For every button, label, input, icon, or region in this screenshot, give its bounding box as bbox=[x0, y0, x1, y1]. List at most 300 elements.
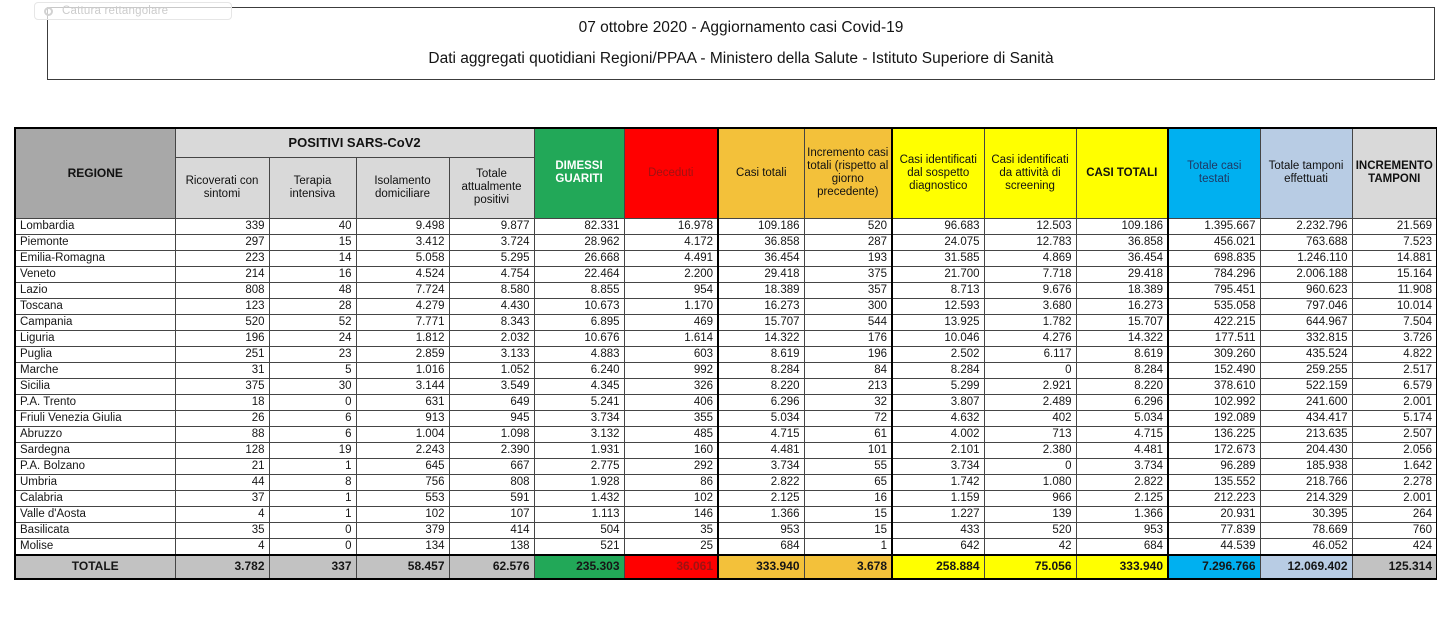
cell-casi-sospetto-diagnostico: 24.075 bbox=[892, 234, 984, 250]
cell-incremento-tamponi: 2.507 bbox=[1352, 426, 1437, 442]
total-ricoverati-con-sintomi: 3.782 bbox=[175, 555, 269, 579]
cell-incremento-tamponi: 11.908 bbox=[1352, 282, 1437, 298]
total-terapia-intensiva: 337 bbox=[269, 555, 356, 579]
table-row bbox=[15, 314, 1437, 330]
region-name: P.A. Trento bbox=[15, 394, 175, 410]
cell-ricoverati-con-sintomi: 44 bbox=[175, 474, 269, 490]
cell-incremento-casi-totali: 101 bbox=[804, 442, 892, 458]
cell-totale-tamponi: 46.052 bbox=[1260, 538, 1352, 555]
table-row bbox=[15, 346, 1437, 362]
cell-casi-totali: 109.186 bbox=[718, 218, 804, 234]
cell-incremento-tamponi: 2.517 bbox=[1352, 362, 1437, 378]
cell-totale-casi-testati: 456.021 bbox=[1168, 234, 1260, 250]
cell-incremento-casi-totali: 375 bbox=[804, 266, 892, 282]
cell-ricoverati-con-sintomi: 31 bbox=[175, 362, 269, 378]
cell-terapia-intensiva: 24 bbox=[269, 330, 356, 346]
cell-totale-casi-testati: 795.451 bbox=[1168, 282, 1260, 298]
cell-ricoverati-con-sintomi: 123 bbox=[175, 298, 269, 314]
cell-terapia-intensiva: 19 bbox=[269, 442, 356, 458]
total-dimessi-guariti: 235.303 bbox=[534, 555, 624, 579]
cell-casi-totali-2: 2.822 bbox=[1076, 474, 1168, 490]
cell-ricoverati-con-sintomi: 223 bbox=[175, 250, 269, 266]
cell-isolamento-domiciliare: 7.771 bbox=[356, 314, 449, 330]
column-header-dimessi-guariti: DIMESSI GUARITI bbox=[534, 128, 624, 218]
cell-totale-casi-testati: 192.089 bbox=[1168, 410, 1260, 426]
cell-ricoverati-con-sintomi: 214 bbox=[175, 266, 269, 282]
cell-totale-attualmente-positivi: 667 bbox=[449, 458, 534, 474]
column-header-regione: REGIONE bbox=[15, 128, 175, 218]
cell-incremento-tamponi: 2.001 bbox=[1352, 490, 1437, 506]
total-casi-totali: 333.940 bbox=[718, 555, 804, 579]
cell-terapia-intensiva: 1 bbox=[269, 490, 356, 506]
cell-totale-attualmente-positivi: 5.295 bbox=[449, 250, 534, 266]
cell-incremento-tamponi: 1.642 bbox=[1352, 458, 1437, 474]
cell-totale-casi-testati: 177.511 bbox=[1168, 330, 1260, 346]
cell-totale-tamponi: 214.329 bbox=[1260, 490, 1352, 506]
table-row bbox=[15, 378, 1437, 394]
cell-casi-sospetto-diagnostico: 96.683 bbox=[892, 218, 984, 234]
cell-totale-casi-testati: 309.260 bbox=[1168, 346, 1260, 362]
cell-incremento-tamponi: 7.504 bbox=[1352, 314, 1437, 330]
cell-terapia-intensiva: 15 bbox=[269, 234, 356, 250]
cell-totale-tamponi: 218.766 bbox=[1260, 474, 1352, 490]
cell-totale-tamponi: 644.967 bbox=[1260, 314, 1352, 330]
cell-casi-totali: 953 bbox=[718, 522, 804, 538]
cell-totale-attualmente-positivi: 107 bbox=[449, 506, 534, 522]
cell-totale-casi-testati: 698.835 bbox=[1168, 250, 1260, 266]
cell-dimessi-guariti: 1.432 bbox=[534, 490, 624, 506]
cell-casi-totali-2: 15.707 bbox=[1076, 314, 1168, 330]
cell-incremento-tamponi: 14.881 bbox=[1352, 250, 1437, 266]
region-name: Lazio bbox=[15, 282, 175, 298]
cell-casi-totali: 6.296 bbox=[718, 394, 804, 410]
cell-incremento-casi-totali: 213 bbox=[804, 378, 892, 394]
cell-casi-totali: 8.284 bbox=[718, 362, 804, 378]
cell-deceduti: 326 bbox=[624, 378, 718, 394]
cell-dimessi-guariti: 1.928 bbox=[534, 474, 624, 490]
cell-casi-sospetto-diagnostico: 642 bbox=[892, 538, 984, 555]
cell-casi-sospetto-diagnostico: 5.299 bbox=[892, 378, 984, 394]
capture-icon bbox=[44, 7, 53, 16]
table-row bbox=[15, 234, 1437, 250]
cell-dimessi-guariti: 2.775 bbox=[534, 458, 624, 474]
cell-casi-screening: 42 bbox=[984, 538, 1076, 555]
cell-ricoverati-con-sintomi: 18 bbox=[175, 394, 269, 410]
cell-isolamento-domiciliare: 756 bbox=[356, 474, 449, 490]
cell-casi-screening: 12.783 bbox=[984, 234, 1076, 250]
table-row bbox=[15, 362, 1437, 378]
cell-casi-screening: 6.117 bbox=[984, 346, 1076, 362]
cell-casi-screening: 2.921 bbox=[984, 378, 1076, 394]
cell-totale-attualmente-positivi: 2.390 bbox=[449, 442, 534, 458]
cell-casi-totali: 2.125 bbox=[718, 490, 804, 506]
cell-isolamento-domiciliare: 1.004 bbox=[356, 426, 449, 442]
cell-ricoverati-con-sintomi: 297 bbox=[175, 234, 269, 250]
page-title: 07 ottobre 2020 - Aggiornamento casi Covid-19 bbox=[578, 19, 904, 36]
cell-totale-tamponi: 522.159 bbox=[1260, 378, 1352, 394]
cell-incremento-casi-totali: 15 bbox=[804, 506, 892, 522]
cell-deceduti: 992 bbox=[624, 362, 718, 378]
cell-deceduti: 469 bbox=[624, 314, 718, 330]
cell-terapia-intensiva: 52 bbox=[269, 314, 356, 330]
cell-deceduti: 35 bbox=[624, 522, 718, 538]
cell-casi-totali-2: 36.858 bbox=[1076, 234, 1168, 250]
cell-casi-totali: 3.734 bbox=[718, 458, 804, 474]
cell-totale-tamponi: 185.938 bbox=[1260, 458, 1352, 474]
total-casi-totali-2: 333.940 bbox=[1076, 555, 1168, 579]
cell-incremento-casi-totali: 287 bbox=[804, 234, 892, 250]
table-row bbox=[15, 298, 1437, 314]
cell-totale-casi-testati: 135.552 bbox=[1168, 474, 1260, 490]
cell-totale-tamponi: 960.623 bbox=[1260, 282, 1352, 298]
cell-incremento-tamponi: 5.174 bbox=[1352, 410, 1437, 426]
column-group-positivi-sars-cov2: POSITIVI SARS-CoV2 bbox=[175, 128, 534, 157]
cell-incremento-casi-totali: 84 bbox=[804, 362, 892, 378]
cell-totale-casi-testati: 152.490 bbox=[1168, 362, 1260, 378]
cell-ricoverati-con-sintomi: 520 bbox=[175, 314, 269, 330]
table-row bbox=[15, 266, 1437, 282]
total-totale-casi-testati: 7.296.766 bbox=[1168, 555, 1260, 579]
cell-incremento-tamponi: 10.014 bbox=[1352, 298, 1437, 314]
cell-totale-tamponi: 259.255 bbox=[1260, 362, 1352, 378]
cell-totale-tamponi: 213.635 bbox=[1260, 426, 1352, 442]
cell-dimessi-guariti: 22.464 bbox=[534, 266, 624, 282]
cell-incremento-tamponi: 7.523 bbox=[1352, 234, 1437, 250]
cell-dimessi-guariti: 28.962 bbox=[534, 234, 624, 250]
cell-casi-screening: 2.489 bbox=[984, 394, 1076, 410]
table-row bbox=[15, 458, 1437, 474]
cell-isolamento-domiciliare: 4.524 bbox=[356, 266, 449, 282]
cell-ricoverati-con-sintomi: 21 bbox=[175, 458, 269, 474]
column-header-terapia-intensiva: Terapia intensiva bbox=[269, 157, 356, 218]
cell-totale-attualmente-positivi: 4.430 bbox=[449, 298, 534, 314]
cell-totale-tamponi: 797.046 bbox=[1260, 298, 1352, 314]
cell-casi-totali: 8.220 bbox=[718, 378, 804, 394]
cell-totale-casi-testati: 96.289 bbox=[1168, 458, 1260, 474]
total-isolamento-domiciliare: 58.457 bbox=[356, 555, 449, 579]
cell-incremento-casi-totali: 65 bbox=[804, 474, 892, 490]
region-name: Calabria bbox=[15, 490, 175, 506]
cell-totale-casi-testati: 378.610 bbox=[1168, 378, 1260, 394]
cell-totale-attualmente-positivi: 591 bbox=[449, 490, 534, 506]
covid-data-table bbox=[14, 127, 1437, 580]
column-header-casi-totali-2: CASI TOTALI bbox=[1076, 128, 1168, 218]
cell-incremento-casi-totali: 196 bbox=[804, 346, 892, 362]
cell-dimessi-guariti: 6.895 bbox=[534, 314, 624, 330]
table-header bbox=[15, 128, 1437, 218]
cell-totale-attualmente-positivi: 8.580 bbox=[449, 282, 534, 298]
cell-totale-tamponi: 435.524 bbox=[1260, 346, 1352, 362]
cell-ricoverati-con-sintomi: 808 bbox=[175, 282, 269, 298]
total-incremento-tamponi: 125.314 bbox=[1352, 555, 1437, 579]
cell-incremento-tamponi: 21.569 bbox=[1352, 218, 1437, 234]
column-header-totale-attualmente-positivi: Totale attualmente positivi bbox=[449, 157, 534, 218]
cell-terapia-intensiva: 1 bbox=[269, 458, 356, 474]
cell-dimessi-guariti: 3.132 bbox=[534, 426, 624, 442]
table-total-row bbox=[15, 555, 1437, 579]
table-row bbox=[15, 410, 1437, 426]
cell-casi-sospetto-diagnostico: 4.002 bbox=[892, 426, 984, 442]
cell-deceduti: 954 bbox=[624, 282, 718, 298]
cell-casi-sospetto-diagnostico: 3.734 bbox=[892, 458, 984, 474]
cell-dimessi-guariti: 8.855 bbox=[534, 282, 624, 298]
region-name: Emilia-Romagna bbox=[15, 250, 175, 266]
cell-ricoverati-con-sintomi: 4 bbox=[175, 538, 269, 555]
cell-casi-totali: 29.418 bbox=[718, 266, 804, 282]
cell-casi-totali: 684 bbox=[718, 538, 804, 555]
cell-casi-sospetto-diagnostico: 3.807 bbox=[892, 394, 984, 410]
cell-deceduti: 292 bbox=[624, 458, 718, 474]
cell-incremento-tamponi: 3.726 bbox=[1352, 330, 1437, 346]
cell-isolamento-domiciliare: 7.724 bbox=[356, 282, 449, 298]
total-incremento-casi-totali: 3.678 bbox=[804, 555, 892, 579]
table-row bbox=[15, 218, 1437, 234]
cell-isolamento-domiciliare: 1.812 bbox=[356, 330, 449, 346]
column-header-incremento-tamponi: INCREMENTO TAMPONI bbox=[1352, 128, 1437, 218]
cell-ricoverati-con-sintomi: 196 bbox=[175, 330, 269, 346]
cell-ricoverati-con-sintomi: 26 bbox=[175, 410, 269, 426]
cell-casi-totali-2: 3.734 bbox=[1076, 458, 1168, 474]
cell-dimessi-guariti: 4.345 bbox=[534, 378, 624, 394]
cell-dimessi-guariti: 10.676 bbox=[534, 330, 624, 346]
cell-ricoverati-con-sintomi: 128 bbox=[175, 442, 269, 458]
region-name: Veneto bbox=[15, 266, 175, 282]
cell-casi-totali: 18.389 bbox=[718, 282, 804, 298]
cell-casi-screening: 713 bbox=[984, 426, 1076, 442]
cell-casi-screening: 4.276 bbox=[984, 330, 1076, 346]
region-name: Molise bbox=[15, 538, 175, 555]
cell-casi-screening: 139 bbox=[984, 506, 1076, 522]
cell-casi-totali-2: 109.186 bbox=[1076, 218, 1168, 234]
cell-totale-casi-testati: 172.673 bbox=[1168, 442, 1260, 458]
table-row bbox=[15, 426, 1437, 442]
cell-incremento-casi-totali: 32 bbox=[804, 394, 892, 410]
cell-deceduti: 146 bbox=[624, 506, 718, 522]
cell-totale-tamponi: 434.417 bbox=[1260, 410, 1352, 426]
cell-totale-attualmente-positivi: 1.098 bbox=[449, 426, 534, 442]
region-name: Puglia bbox=[15, 346, 175, 362]
cell-totale-tamponi: 204.430 bbox=[1260, 442, 1352, 458]
column-header-casi-sospetto-diagnostico: Casi identificati dal sospetto diagnostico bbox=[892, 128, 984, 218]
cell-totale-attualmente-positivi: 4.754 bbox=[449, 266, 534, 282]
cell-totale-casi-testati: 1.395.667 bbox=[1168, 218, 1260, 234]
cell-casi-sospetto-diagnostico: 433 bbox=[892, 522, 984, 538]
cell-totale-attualmente-positivi: 3.133 bbox=[449, 346, 534, 362]
cell-isolamento-domiciliare: 3.412 bbox=[356, 234, 449, 250]
region-name: Toscana bbox=[15, 298, 175, 314]
cell-dimessi-guariti: 4.883 bbox=[534, 346, 624, 362]
cell-isolamento-domiciliare: 2.859 bbox=[356, 346, 449, 362]
cell-totale-attualmente-positivi: 138 bbox=[449, 538, 534, 555]
cell-ricoverati-con-sintomi: 35 bbox=[175, 522, 269, 538]
cell-deceduti: 160 bbox=[624, 442, 718, 458]
page-subtitle: Dati aggregati quotidiani Regioni/PPAA - Ministero della Salute - Istituto Superiore di Sanità bbox=[428, 50, 1054, 67]
table-row bbox=[15, 394, 1437, 410]
cell-ricoverati-con-sintomi: 88 bbox=[175, 426, 269, 442]
table-row bbox=[15, 442, 1437, 458]
region-name: Campania bbox=[15, 314, 175, 330]
cell-terapia-intensiva: 40 bbox=[269, 218, 356, 234]
cell-dimessi-guariti: 1.931 bbox=[534, 442, 624, 458]
cell-incremento-casi-totali: 1 bbox=[804, 538, 892, 555]
cell-casi-totali-2: 8.619 bbox=[1076, 346, 1168, 362]
total-row-label: TOTALE bbox=[15, 555, 175, 579]
cell-deceduti: 86 bbox=[624, 474, 718, 490]
cell-casi-sospetto-diagnostico: 1.227 bbox=[892, 506, 984, 522]
cell-deceduti: 485 bbox=[624, 426, 718, 442]
table-row bbox=[15, 522, 1437, 538]
cell-casi-sospetto-diagnostico: 12.593 bbox=[892, 298, 984, 314]
table-row bbox=[15, 474, 1437, 490]
cell-casi-totali: 36.858 bbox=[718, 234, 804, 250]
cell-casi-totali-2: 953 bbox=[1076, 522, 1168, 538]
cell-totale-tamponi: 1.246.110 bbox=[1260, 250, 1352, 266]
cell-casi-sospetto-diagnostico: 1.742 bbox=[892, 474, 984, 490]
region-name: Basilicata bbox=[15, 522, 175, 538]
cell-totale-attualmente-positivi: 1.052 bbox=[449, 362, 534, 378]
cell-terapia-intensiva: 1 bbox=[269, 506, 356, 522]
cell-terapia-intensiva: 6 bbox=[269, 426, 356, 442]
column-header-deceduti: Deceduti bbox=[624, 128, 718, 218]
cell-dimessi-guariti: 10.673 bbox=[534, 298, 624, 314]
cell-casi-screening: 0 bbox=[984, 458, 1076, 474]
cell-incremento-casi-totali: 72 bbox=[804, 410, 892, 426]
cell-totale-attualmente-positivi: 808 bbox=[449, 474, 534, 490]
cell-casi-totali-2: 1.366 bbox=[1076, 506, 1168, 522]
cell-casi-sospetto-diagnostico: 31.585 bbox=[892, 250, 984, 266]
cell-casi-totali: 4.481 bbox=[718, 442, 804, 458]
capture-tool-label: Cattura rettangolare bbox=[62, 5, 169, 17]
cell-totale-attualmente-positivi: 2.032 bbox=[449, 330, 534, 346]
cell-isolamento-domiciliare: 134 bbox=[356, 538, 449, 555]
cell-incremento-tamponi: 4.822 bbox=[1352, 346, 1437, 362]
capture-tool-overlay[interactable] bbox=[34, 2, 232, 20]
cell-totale-casi-testati: 44.539 bbox=[1168, 538, 1260, 555]
cell-isolamento-domiciliare: 1.016 bbox=[356, 362, 449, 378]
cell-isolamento-domiciliare: 631 bbox=[356, 394, 449, 410]
cell-totale-attualmente-positivi: 8.343 bbox=[449, 314, 534, 330]
cell-casi-screening: 966 bbox=[984, 490, 1076, 506]
cell-deceduti: 25 bbox=[624, 538, 718, 555]
cell-isolamento-domiciliare: 379 bbox=[356, 522, 449, 538]
cell-isolamento-domiciliare: 913 bbox=[356, 410, 449, 426]
cell-isolamento-domiciliare: 2.243 bbox=[356, 442, 449, 458]
column-header-isolamento-domiciliare: Isolamento domiciliare bbox=[356, 157, 449, 218]
region-name: Friuli Venezia Giulia bbox=[15, 410, 175, 426]
column-header-casi-totali: Casi totali bbox=[718, 128, 804, 218]
region-name: Piemonte bbox=[15, 234, 175, 250]
cell-terapia-intensiva: 48 bbox=[269, 282, 356, 298]
cell-deceduti: 16.978 bbox=[624, 218, 718, 234]
region-name: Sardegna bbox=[15, 442, 175, 458]
cell-casi-totali-2: 5.034 bbox=[1076, 410, 1168, 426]
cell-incremento-tamponi: 6.579 bbox=[1352, 378, 1437, 394]
cell-isolamento-domiciliare: 3.144 bbox=[356, 378, 449, 394]
cell-casi-totali: 4.715 bbox=[718, 426, 804, 442]
cell-casi-totali-2: 14.322 bbox=[1076, 330, 1168, 346]
cell-terapia-intensiva: 23 bbox=[269, 346, 356, 362]
cell-casi-screening: 12.503 bbox=[984, 218, 1076, 234]
cell-isolamento-domiciliare: 4.279 bbox=[356, 298, 449, 314]
cell-casi-sospetto-diagnostico: 10.046 bbox=[892, 330, 984, 346]
cell-isolamento-domiciliare: 102 bbox=[356, 506, 449, 522]
cell-casi-totali: 1.366 bbox=[718, 506, 804, 522]
cell-incremento-casi-totali: 544 bbox=[804, 314, 892, 330]
cell-casi-totali-2: 4.481 bbox=[1076, 442, 1168, 458]
cell-dimessi-guariti: 521 bbox=[534, 538, 624, 555]
cell-casi-totali-2: 36.454 bbox=[1076, 250, 1168, 266]
column-header-casi-screening: Casi identificati da attività di screening bbox=[984, 128, 1076, 218]
cell-dimessi-guariti: 6.240 bbox=[534, 362, 624, 378]
cell-totale-tamponi: 2.006.188 bbox=[1260, 266, 1352, 282]
cell-casi-screening: 520 bbox=[984, 522, 1076, 538]
cell-casi-totali-2: 18.389 bbox=[1076, 282, 1168, 298]
cell-totale-tamponi: 2.232.796 bbox=[1260, 218, 1352, 234]
column-header-ricoverati-con-sintomi: Ricoverati con sintomi bbox=[175, 157, 269, 218]
cell-isolamento-domiciliare: 5.058 bbox=[356, 250, 449, 266]
cell-totale-casi-testati: 784.296 bbox=[1168, 266, 1260, 282]
cell-dimessi-guariti: 3.734 bbox=[534, 410, 624, 426]
cell-casi-totali-2: 8.284 bbox=[1076, 362, 1168, 378]
cell-casi-totali: 16.273 bbox=[718, 298, 804, 314]
cell-deceduti: 603 bbox=[624, 346, 718, 362]
cell-incremento-tamponi: 15.164 bbox=[1352, 266, 1437, 282]
column-header-totale-casi-testati: Totale casi testati bbox=[1168, 128, 1260, 218]
cell-deceduti: 355 bbox=[624, 410, 718, 426]
cell-totale-casi-testati: 136.225 bbox=[1168, 426, 1260, 442]
cell-dimessi-guariti: 1.113 bbox=[534, 506, 624, 522]
cell-totale-casi-testati: 20.931 bbox=[1168, 506, 1260, 522]
cell-incremento-tamponi: 424 bbox=[1352, 538, 1437, 555]
cell-totale-tamponi: 332.815 bbox=[1260, 330, 1352, 346]
cell-casi-screening: 0 bbox=[984, 362, 1076, 378]
cell-casi-screening: 402 bbox=[984, 410, 1076, 426]
cell-totale-attualmente-positivi: 3.724 bbox=[449, 234, 534, 250]
cell-casi-screening: 7.718 bbox=[984, 266, 1076, 282]
cell-incremento-casi-totali: 357 bbox=[804, 282, 892, 298]
cell-incremento-casi-totali: 15 bbox=[804, 522, 892, 538]
cell-totale-attualmente-positivi: 649 bbox=[449, 394, 534, 410]
total-casi-sospetto-diagnostico: 258.884 bbox=[892, 555, 984, 579]
cell-terapia-intensiva: 0 bbox=[269, 522, 356, 538]
title-box bbox=[47, 7, 1435, 80]
column-header-totale-tamponi: Totale tamponi effettuati bbox=[1260, 128, 1352, 218]
cell-totale-attualmente-positivi: 945 bbox=[449, 410, 534, 426]
covid-data-table-wrapper bbox=[14, 127, 1437, 580]
region-name: Abruzzo bbox=[15, 426, 175, 442]
total-casi-screening: 75.056 bbox=[984, 555, 1076, 579]
cell-incremento-tamponi: 2.278 bbox=[1352, 474, 1437, 490]
table-row bbox=[15, 506, 1437, 522]
cell-totale-attualmente-positivi: 414 bbox=[449, 522, 534, 538]
cell-casi-screening: 9.676 bbox=[984, 282, 1076, 298]
cell-casi-sospetto-diagnostico: 2.101 bbox=[892, 442, 984, 458]
cell-casi-totali: 36.454 bbox=[718, 250, 804, 266]
total-totale-attualmente-positivi: 62.576 bbox=[449, 555, 534, 579]
cell-totale-tamponi: 30.395 bbox=[1260, 506, 1352, 522]
region-name: Sicilia bbox=[15, 378, 175, 394]
cell-casi-totali: 5.034 bbox=[718, 410, 804, 426]
cell-ricoverati-con-sintomi: 37 bbox=[175, 490, 269, 506]
cell-dimessi-guariti: 504 bbox=[534, 522, 624, 538]
cell-deceduti: 4.491 bbox=[624, 250, 718, 266]
cell-incremento-casi-totali: 520 bbox=[804, 218, 892, 234]
cell-terapia-intensiva: 0 bbox=[269, 538, 356, 555]
cell-totale-tamponi: 241.600 bbox=[1260, 394, 1352, 410]
cell-dimessi-guariti: 82.331 bbox=[534, 218, 624, 234]
cell-totale-casi-testati: 102.992 bbox=[1168, 394, 1260, 410]
cell-casi-screening: 1.080 bbox=[984, 474, 1076, 490]
